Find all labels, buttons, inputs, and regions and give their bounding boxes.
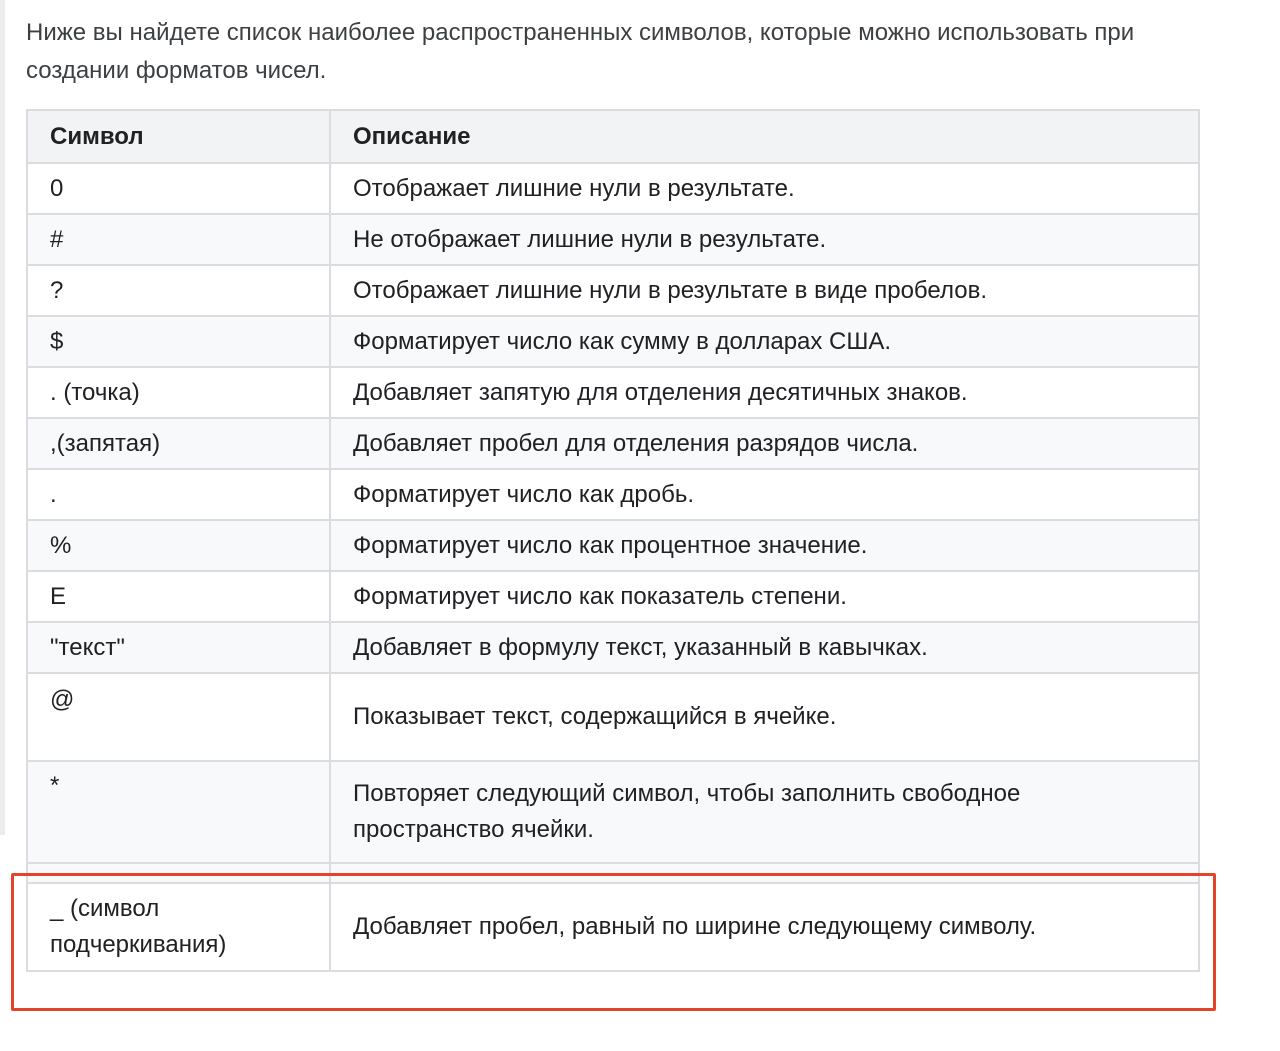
- description-cell: Форматирует число как показатель степени.: [330, 571, 1199, 622]
- description-cell: Не отображает лишние нули в результате.: [330, 214, 1199, 265]
- table-row: [27, 520, 1199, 571]
- header-description: Описание: [330, 110, 1199, 163]
- symbol-cell: $: [27, 316, 330, 367]
- symbol-cell: ,(запятая): [27, 418, 330, 469]
- symbols-table: [26, 109, 1200, 972]
- table-row: [27, 469, 1199, 520]
- symbol-cell: _ (символ подчеркивания): [27, 883, 330, 971]
- table-row: [27, 418, 1199, 469]
- symbol-cell: E: [27, 571, 330, 622]
- table-row: [27, 761, 1199, 863]
- description-cell: Показывает текст, содержащийся в ячейке.: [330, 673, 1199, 761]
- table-row: [27, 265, 1199, 316]
- symbol-cell: .: [27, 469, 330, 520]
- table-row: [27, 673, 1199, 761]
- description-cell: Добавляет в формулу текст, указанный в кавычках.: [330, 622, 1199, 673]
- description-cell: Добавляет запятую для отделения десятичных знаков.: [330, 367, 1199, 418]
- description-cell: Добавляет пробел для отделения разрядов числа.: [330, 418, 1199, 469]
- table-spacer-row: [27, 863, 1199, 883]
- table-row-highlighted: [27, 883, 1199, 971]
- symbol-cell: #: [27, 214, 330, 265]
- description-cell: Форматирует число как дробь.: [330, 469, 1199, 520]
- spacer-cell: [27, 863, 330, 883]
- header-symbol: Символ: [27, 110, 330, 163]
- description-cell: Отображает лишние нули в результате в виде пробелов.: [330, 265, 1199, 316]
- description-cell: Форматирует число как процентное значение.: [330, 520, 1199, 571]
- symbol-cell: %: [27, 520, 330, 571]
- symbol-cell: . (точка): [27, 367, 330, 418]
- table-row: [27, 622, 1199, 673]
- symbol-cell: *: [27, 761, 330, 863]
- description-cell: Добавляет пробел, равный по ширине следующему символу.: [330, 883, 1199, 971]
- table-row: [27, 316, 1199, 367]
- table-row: [27, 571, 1199, 622]
- symbol-cell: "текст": [27, 622, 330, 673]
- description-cell: Повторяет следующий символ, чтобы заполнить свободное пространство ячейки.: [330, 761, 1199, 863]
- symbol-cell: 0: [27, 163, 330, 214]
- symbol-cell: @: [27, 673, 330, 761]
- symbol-cell: ?: [27, 265, 330, 316]
- description-cell: Отображает лишние нули в результате.: [330, 163, 1199, 214]
- table-header-row: [27, 110, 1199, 163]
- symbols-table-container: [26, 109, 1198, 972]
- table-row: [27, 163, 1199, 214]
- left-border-rule: [0, 0, 5, 835]
- spacer-cell: [330, 863, 1199, 883]
- description-cell: Форматирует число как сумму в долларах США.: [330, 316, 1199, 367]
- intro-paragraph: Ниже вы найдете список наиболее распространенных символов, которые можно использовать при создании форматов чисел.: [26, 19, 1135, 84]
- table-row: [27, 214, 1199, 265]
- table-row: [27, 367, 1199, 418]
